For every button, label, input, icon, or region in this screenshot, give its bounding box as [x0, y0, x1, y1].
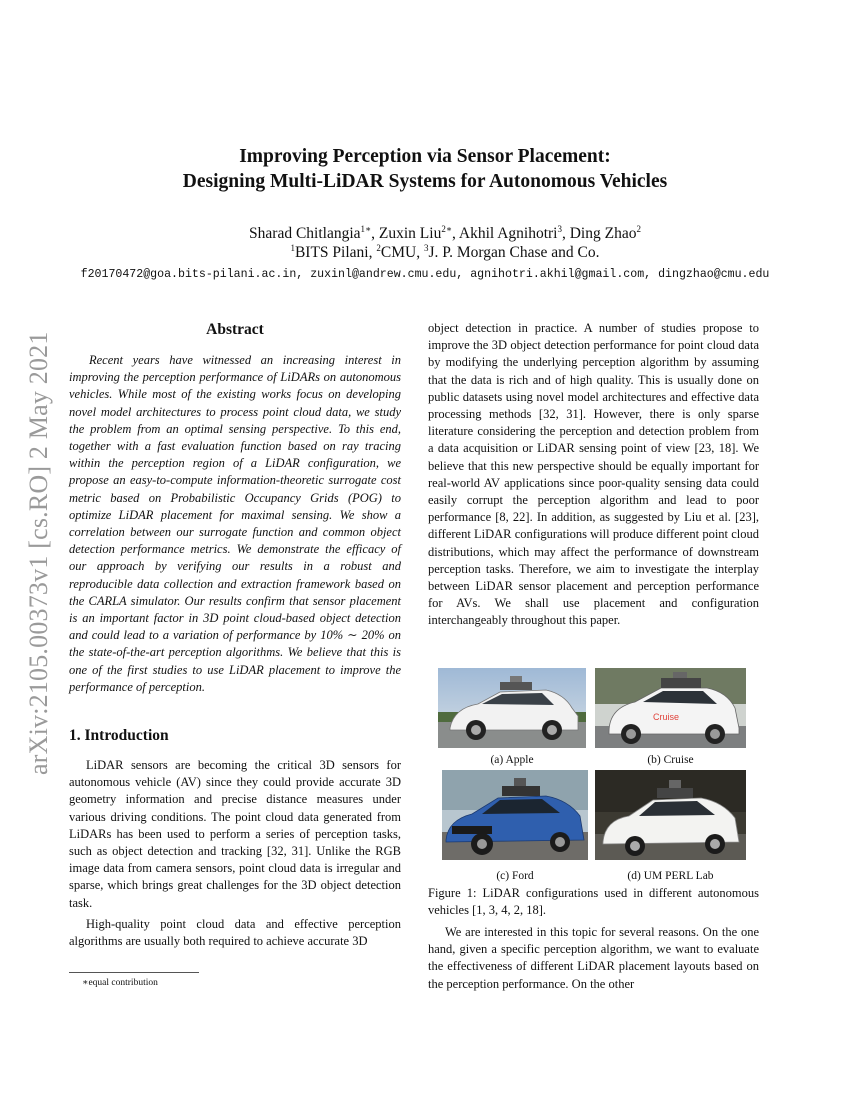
right-paragraph-2: We are interested in this topic for several reasons. On the one hand, given a specific perception algorithm, we want to evaluate the effectiveness of different LiDAR placement layouts based on the perception performance. On the other — [428, 925, 759, 991]
arxiv-id: arXiv:2105.00373v1 [cs.RO] 2 May 2021 — [24, 331, 53, 775]
subcaption-b: (b) Cruise — [647, 754, 694, 766]
footnote-divider — [69, 972, 199, 973]
author-name: Sharad Chitlangia — [249, 225, 361, 242]
affil-name: J. P. Morgan Chase and Co. — [428, 244, 600, 261]
author-sup: 2 — [636, 224, 641, 234]
photo-apple-car — [438, 668, 586, 748]
right-column-continued — [428, 924, 759, 993]
photo-ford-car — [442, 770, 588, 860]
author-sup: 1∗ — [360, 224, 372, 234]
arxiv-watermark — [24, 295, 58, 775]
subcaption-d: (d) UM PERL Lab — [627, 870, 714, 882]
author-name: Akhil Agnihotri — [458, 225, 558, 242]
email-list[interactable]: f20170472@goa.bits-pilani.ac.in, zuxinl@andrew.cmu.edu, agnihotri.akhil@gmail.com, dingzhao@cmu.edu — [80, 268, 770, 281]
affil-sup: 2 — [376, 243, 381, 253]
photo-cruise-car — [595, 668, 746, 748]
subcaption-a: (a) Apple — [490, 754, 534, 766]
left-column — [69, 320, 401, 950]
intro-paragraph-1: LiDAR sensors are becoming the critical 3D sensors for autonomous vehicle (AV) since they could provide accurate 3D geometry information and precise distance measures under various driving conditions. The point cloud data generated from LiDARs has been used to perform a series of perception tasks, such as object detection and tracking [32, 31]. Unlike the RGB image data from camera sensors, point cloud data is irregular and sparse, which brings great challenges for the 3D object detection task. — [69, 758, 401, 910]
photo-um-perl-car — [595, 770, 746, 860]
right-column — [428, 320, 759, 630]
affil-sup: 1 — [290, 243, 295, 253]
figure-caption: Figure 1: LiDAR configurations used in different autonomous vehicles [1, 3, 4, 2, 18]. — [428, 886, 759, 918]
author-sup: 3 — [557, 224, 562, 234]
author-list: Sharad Chitlangia$^{1∗}$, Zuxin Liu$^{2∗}$, Akhil Agnihotri$^3$, Ding Zhao$^2$ — [249, 224, 641, 242]
right-paragraph-1: object detection in practice. A number of studies propose to improve the 3D object detection performance for point cloud data by modifying the underlying perception algorithm by assuming that the data is rich and of high quality. This is usually done on public datasets using novel model architectures and effective data processing methods [32, 31]. However, there is only sparse literature considering the perception and detection problem from a data acquisition or LiDAR sensing point of view [23, 18]. We believe that this new perspective should be equally important for real-world AV applications since poor-quality sensing data could easily corrupt the perception algorithm and lead to poor performance [8, 22]. In addition, as suggested by Liu et al. [23], different LiDAR configurations will produce different point cloud distributions, which may affect the performance of downstream perception tasks. Therefore, we aim to investigate the interplay between LiDAR sensor placement and perception performance for AVs. We shall use placement and configuration interchangeably throughout this paper. — [428, 321, 759, 628]
author-sup: 2∗ — [441, 224, 452, 234]
affil-name: CMU — [380, 244, 417, 261]
author-name: Zuxin Liu — [378, 225, 442, 242]
affiliation-list: $^1$BITS Pilani, $^2$CMU, $^3$J. P. Morgan Chase and Co. — [290, 243, 600, 261]
abstract-text: Recent years have witnessed an increasing interest in improving the perception performance of LiDARs on autonomous vehicles. While most of the existing works focus on developing novel model architectures to process point cloud data, we study the problem from an optimal sensing perspective. To this end, together with a fast evaluation function based on ray tracing within the perception region of a LiDAR configuration, we propose an easy-to-compute information-theoretic surrogate cost metric based on Probabilistic Occupancy Grids (POG) to optimize LiDAR placement for maximal sensing. We show a correlation between our surrogate function and common object detection performance metrics. We demonstrate the efficacy of our approach by verifying our results in a robust and reproducible data collection and extraction framework based on the CARLA simulator. Our results confirm that sensor placement is an important factor in 3D point cloud-based object detection and could lead to a variation of performance by 10% ∼ 20% on the state-of-the-art perception algorithms. We believe that this is one of the first studies to use LiDAR placement to improve the performance of perception. — [69, 353, 401, 694]
subcaption-c: (c) Ford — [496, 870, 534, 882]
paper-title — [0, 144, 850, 194]
author-name: Ding Zhao — [569, 225, 637, 242]
introduction-heading: 1. Introduction — [69, 727, 169, 745]
footnote: ∗equal contribution — [82, 978, 158, 988]
title-line-2: Designing Multi-LiDAR Systems for Autonomous Vehicles — [182, 171, 668, 192]
affil-sup: 3 — [423, 243, 429, 253]
title-line-1: Improving Perception via Sensor Placement: — [239, 146, 611, 167]
abstract-heading: Abstract — [206, 321, 264, 338]
affil-name: BITS Pilani — [294, 244, 369, 261]
intro-paragraph-2: High-quality point cloud data and effective perception algorithms are usually both required to achieve accurate 3D — [69, 916, 401, 949]
cruise-logo: Cruise — [653, 712, 680, 722]
